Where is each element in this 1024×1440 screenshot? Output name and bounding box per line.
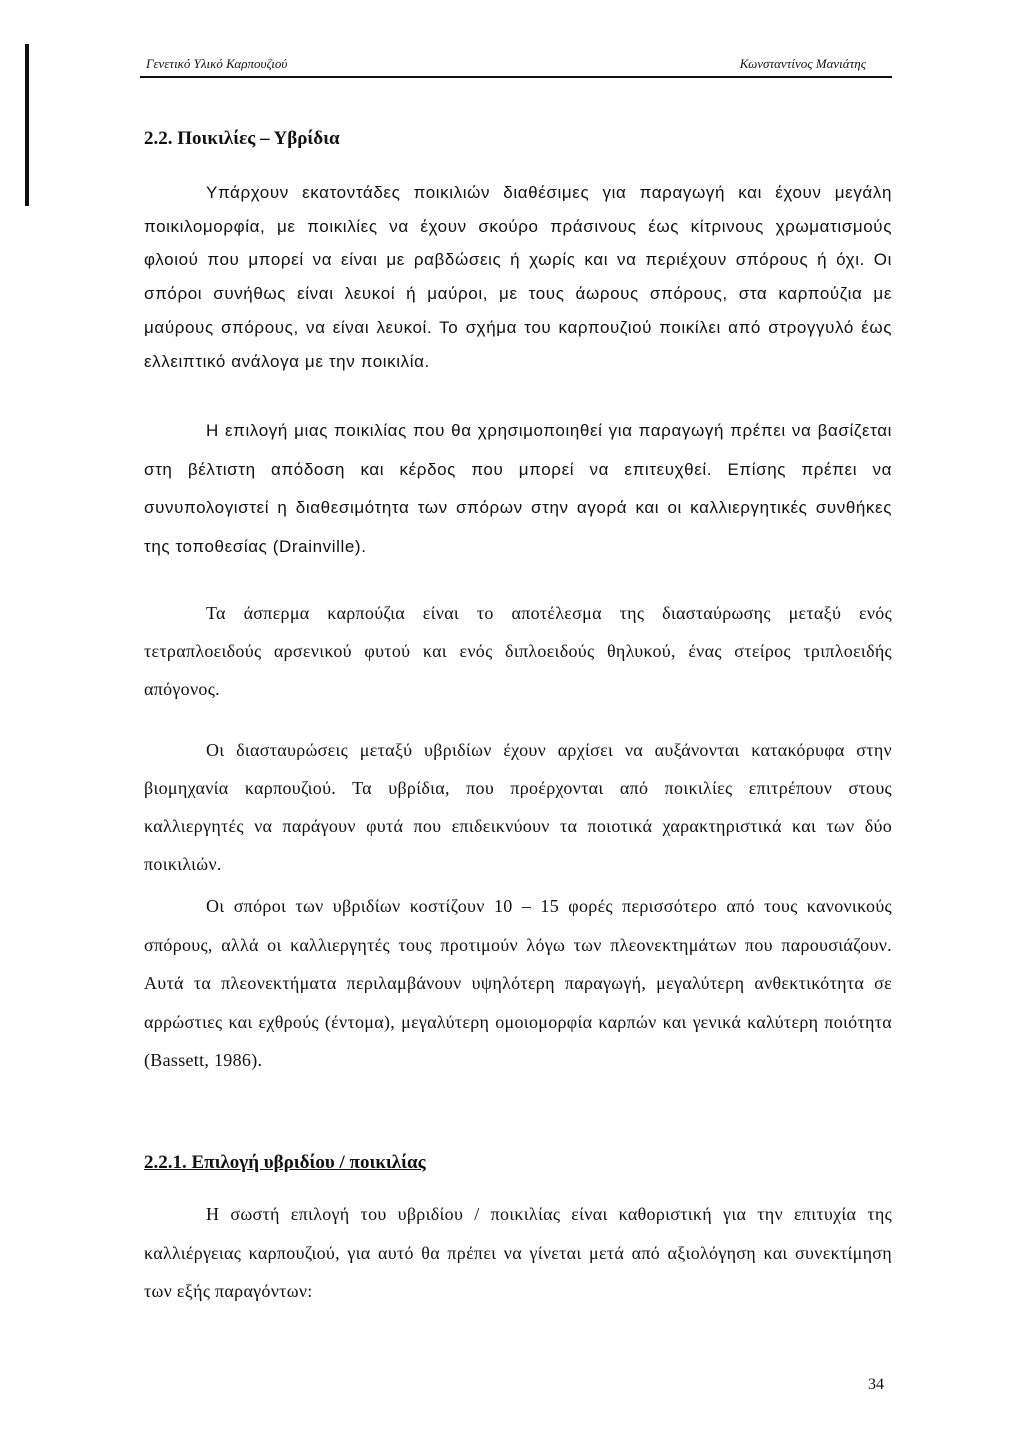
scan-edge-bar <box>25 44 29 206</box>
header-right-author: Κωνσταντίνος Μανιάτης <box>739 56 866 71</box>
section-heading: 2.2. Ποικιλίες – Υβρίδια <box>144 128 340 149</box>
paragraph-variety-selection: Η επιλογή μιας ποικιλίας που θα χρησιμοποιηθεί για παραγωγή πρέπει να βασίζεται στη βέλτιστη απόδοση και κέρδος που μπορεί να επιτευχθεί. Επίσης πρέπει να συνυπολογιστεί η διαθεσιμότητα των σπόρων στην αγορά και οι καλλιεργητικές συνθήκες της τοποθεσίας (Drainville). <box>144 421 892 556</box>
subsection-heading: 2.2.1. Επιλογή υβριδίου / ποικιλίας <box>144 1152 426 1173</box>
header-left-title: Γενετικό Υλικό Καρπουζιού <box>146 56 288 71</box>
paragraph-varieties: Υπάρχουν εκατοντάδες ποικιλιών διαθέσιμες για παραγωγή και έχουν μεγάλη ποικιλομορφία, με ποικιλίες να έχουν σκούρο πράσινους έως κίτρινους χρωματισμούς φλοιού που μπορεί να είναι με ραβδώσεις ή χωρίς και να περιέχουν σπόρους ή όχι. Οι σπόροι συνήθως είναι λευκοί ή μαύροι, με τους άωρους σπόρους, στα καρπούζια με μαύρους σπόρους, να είναι λευκοί. Το σχήμα του καρπουζιού ποικίλει από στρογγυλό έως ελλειπτικό ανάλογα με την ποικιλία. <box>144 183 892 371</box>
paragraph-hybrid-seed-cost: Οι σπόροι των υβριδίων κοστίζουν 10 – 15 φορές περισσότερο από τους κανονικούς σπόρους, αλλά οι καλλιεργητές τους προτιμούν λόγω των πλεονεκτημάτων που παρουσιάζουν. Αυτά τα πλεονεκτήματα περιλαμβάνουν υψηλότερη παραγωγή, μεγαλύτερη ανθεκτικότητα σε αρρώστιες και εχθρούς (έντομα), μεγαλύτερη ομοιομορφία καρπών και γενικά καλύτερη ποιότητα (Bassett, 1986). <box>144 896 892 1070</box>
paragraph-hybrid-crosses: Οι διασταυρώσεις μεταξύ υβριδίων έχουν αρχίσει να αυξάνονται κατακόρυφα στην βιομηχανία καρπουζιού. Τα υβρίδια, που προέρχονται από ποικιλίες επιτρέπουν στους καλλιεργητές να παράγουν φυτά που επιδεικνύουν τα ποιοτικά χαρακτηριστικά και των δύο ποικιλιών. <box>144 740 892 874</box>
page-header <box>146 56 866 76</box>
page-number: 34 <box>868 1376 884 1393</box>
paragraph-correct-selection: Η σωστή επιλογή του υβριδίου / ποικιλίας είναι καθοριστική για την επιτυχία της καλλιέργειας καρπουζιού, για αυτό θα πρέπει να γίνεται μετά από αξιολόγηση και συνεκτίμηση των εξής παραγόντων: <box>144 1204 892 1301</box>
header-rule <box>140 76 892 78</box>
paragraph-seedless: Τα άσπερμα καρπούζια είναι το αποτέλεσμα της διασταύρωσης μεταξύ ενός τετραπλοειδούς αρσενικού φυτού και ενός διπλοειδούς θηλυκού, ένας στείρος τριπλοειδής απόγονος. <box>144 603 892 699</box>
